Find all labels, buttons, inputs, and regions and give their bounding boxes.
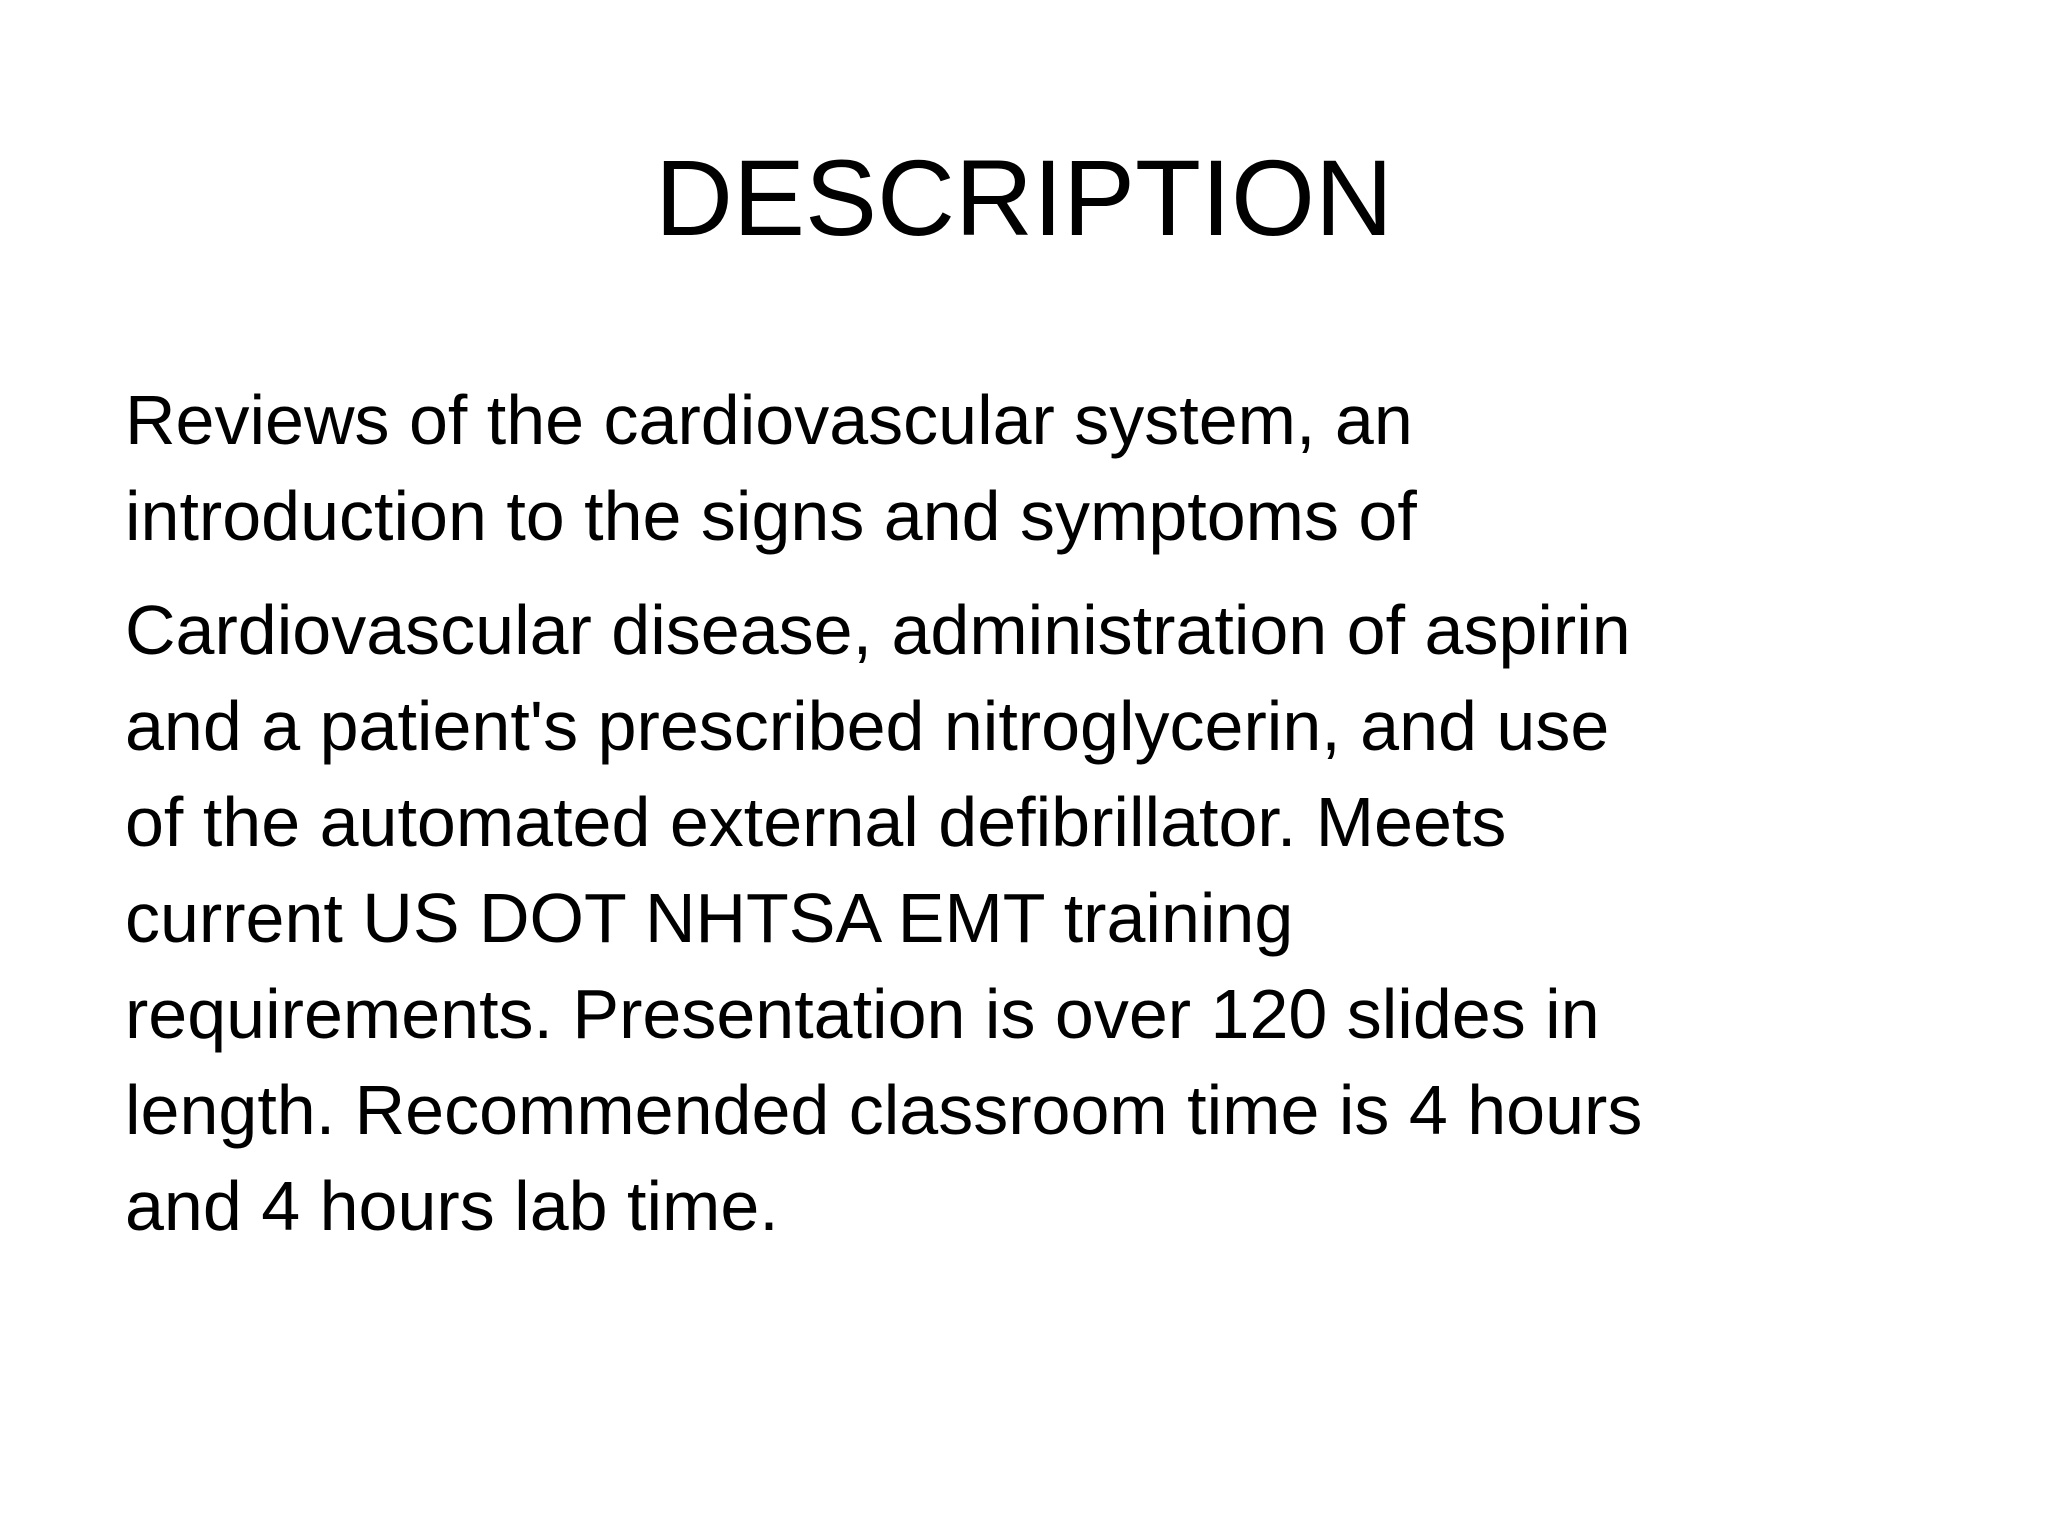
body-line: of the automated external defibrillator. Meets (125, 783, 1507, 861)
body-line: and a patient's prescribed nitroglycerin, and use (125, 687, 1610, 765)
body-line: Reviews of the cardiovascular system, an (125, 381, 1413, 459)
body-line: introduction to the signs and symptoms of (125, 477, 1417, 555)
paragraph-1 (125, 372, 1945, 564)
paragraph-spacer (125, 564, 1945, 582)
body-line: length. Recommended classroom time is 4 hours (125, 1071, 1643, 1149)
paragraph-2 (125, 582, 1945, 1254)
body-line: current US DOT NHTSA EMT training (125, 879, 1294, 957)
slide-title: DESCRIPTION (654, 137, 1394, 258)
slide-body (125, 372, 1945, 1254)
body-line: Cardiovascular disease, administration of aspirin (125, 591, 1631, 669)
body-line: requirements. Presentation is over 120 slides in (125, 975, 1600, 1053)
body-line: and 4 hours lab time. (125, 1167, 779, 1245)
